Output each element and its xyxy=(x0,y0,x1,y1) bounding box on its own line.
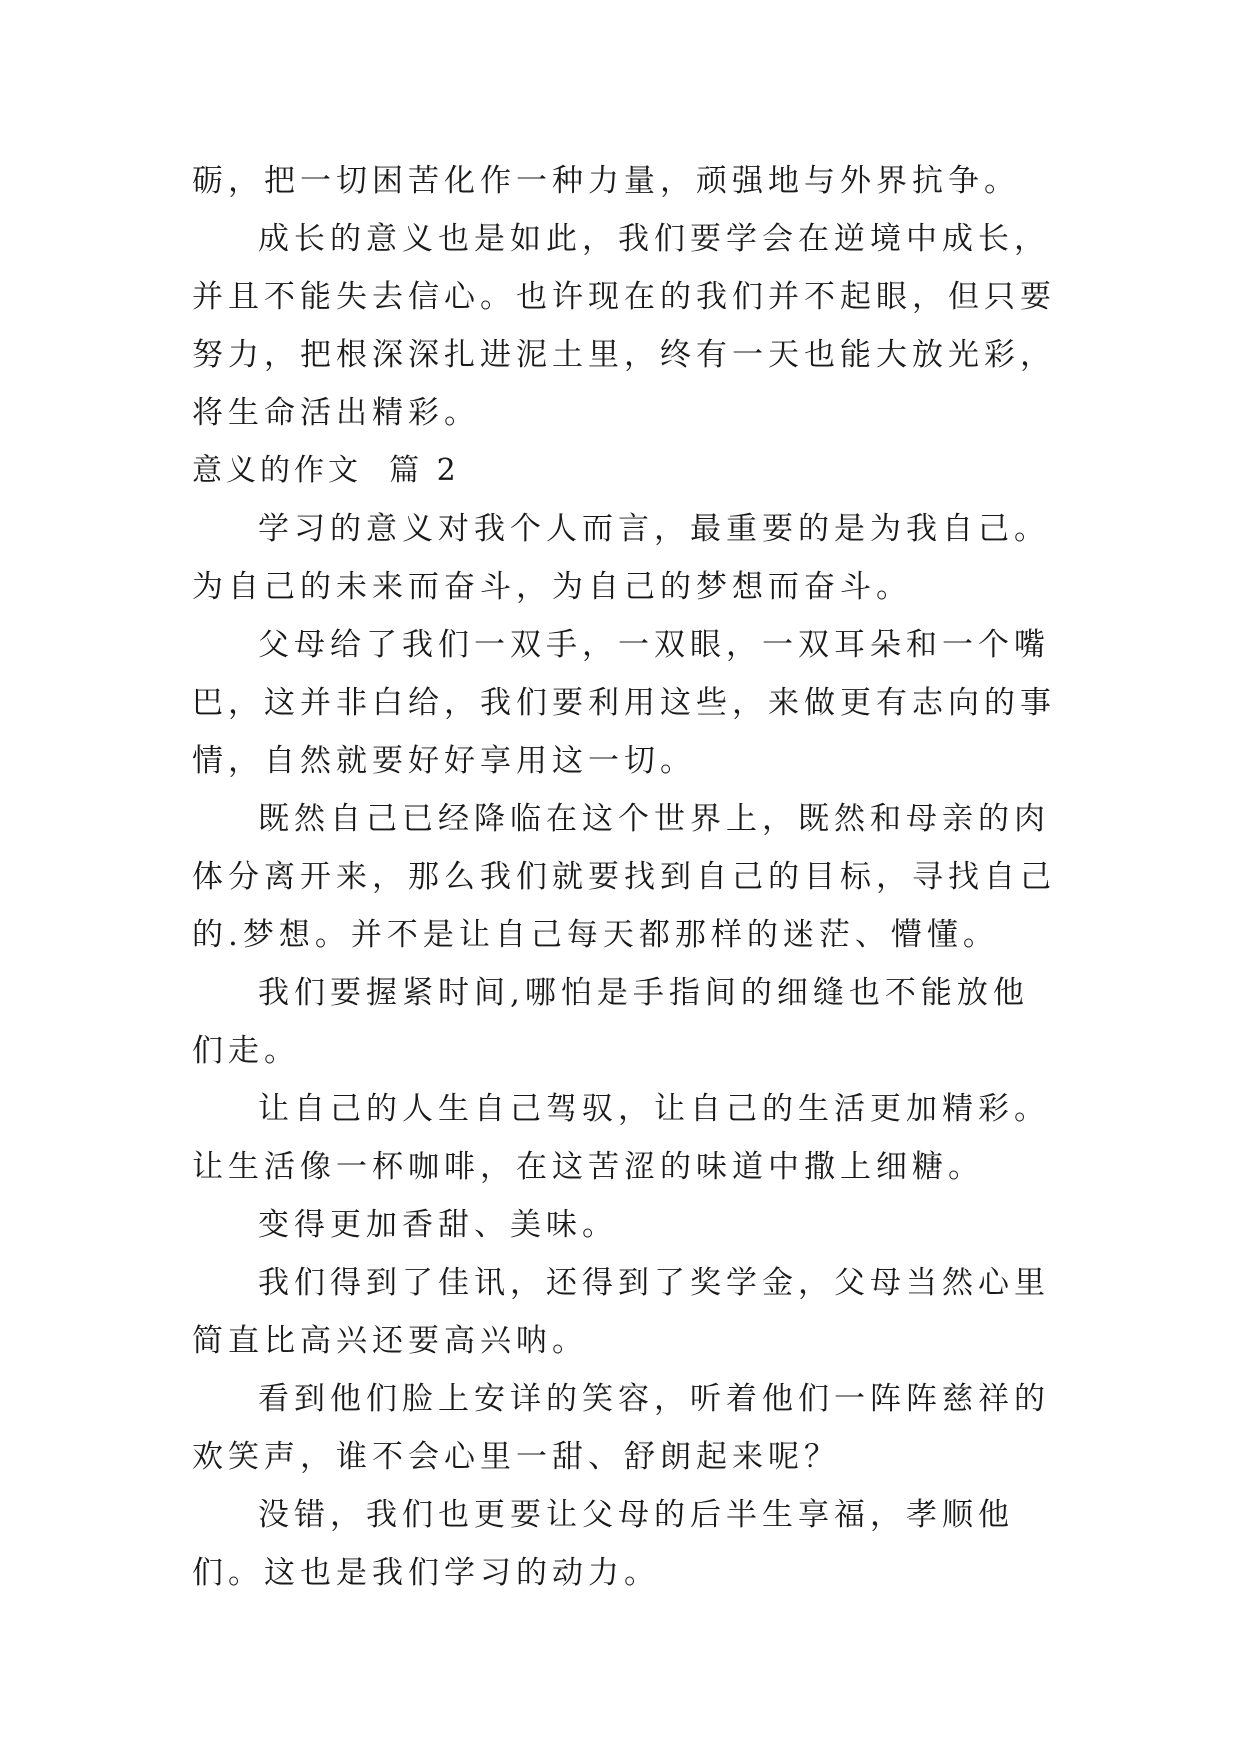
paragraph: 看到他们脸上安详的笑容，听着他们一阵阵慈祥的欢笑声，谁不会心里一甜、舒朗起来呢？ xyxy=(192,1381,1050,1475)
paragraph: 变得更加香甜、美味。 xyxy=(258,1207,618,1243)
paragraph: 砺，把一切困苦化作一种力量，顽强地与外界抗争。 xyxy=(192,163,1020,199)
paragraph: 我们得到了佳讯，还得到了奖学金，父母当然心里简直比高兴还要高兴呐。 xyxy=(192,1265,1050,1359)
section-heading: 意义的作文 篇 2 xyxy=(192,453,460,488)
paragraph: 成长的意义也是如此，我们要学会在逆境中成长，并且不能失去信心。也许现在的我们并不起眼，但只要努力，把根深深扎进泥土里，终有一天也能大放光彩，将生命活出精彩。 xyxy=(192,221,1056,431)
paragraph: 学习的意义对我个人而言，最重要的是为我自己。为自己的未来而奋斗，为自己的梦想而奋斗。 xyxy=(192,511,1050,605)
paragraph: 我们要握紧时间,哪怕是手指间的细缝也不能放他们走。 xyxy=(192,975,1029,1069)
paragraph: 父母给了我们一双手，一双眼，一双耳朵和一个嘴巴，这并非白给，我们要利用这些，来做更有志向的事情，自然就要好好享用这一切。 xyxy=(192,627,1056,779)
paragraph: 没错，我们也更要让父母的后半生享福，孝顺他们。这也是我们学习的动力。 xyxy=(192,1497,1014,1591)
paragraph: 既然自己已经降临在这个世界上，既然和母亲的肉体分离开来，那么我们就要找到自己的目标，寻找自己的.梦想。并不是让自己每天都那样的迷茫、懵懂。 xyxy=(192,801,1056,953)
paragraph: 让自己的人生自己驾驭，让自己的生活更加精彩。让生活像一杯咖啡，在这苦涩的味道中撒上细糖。 xyxy=(192,1091,1050,1185)
document-body xyxy=(192,152,1062,1602)
